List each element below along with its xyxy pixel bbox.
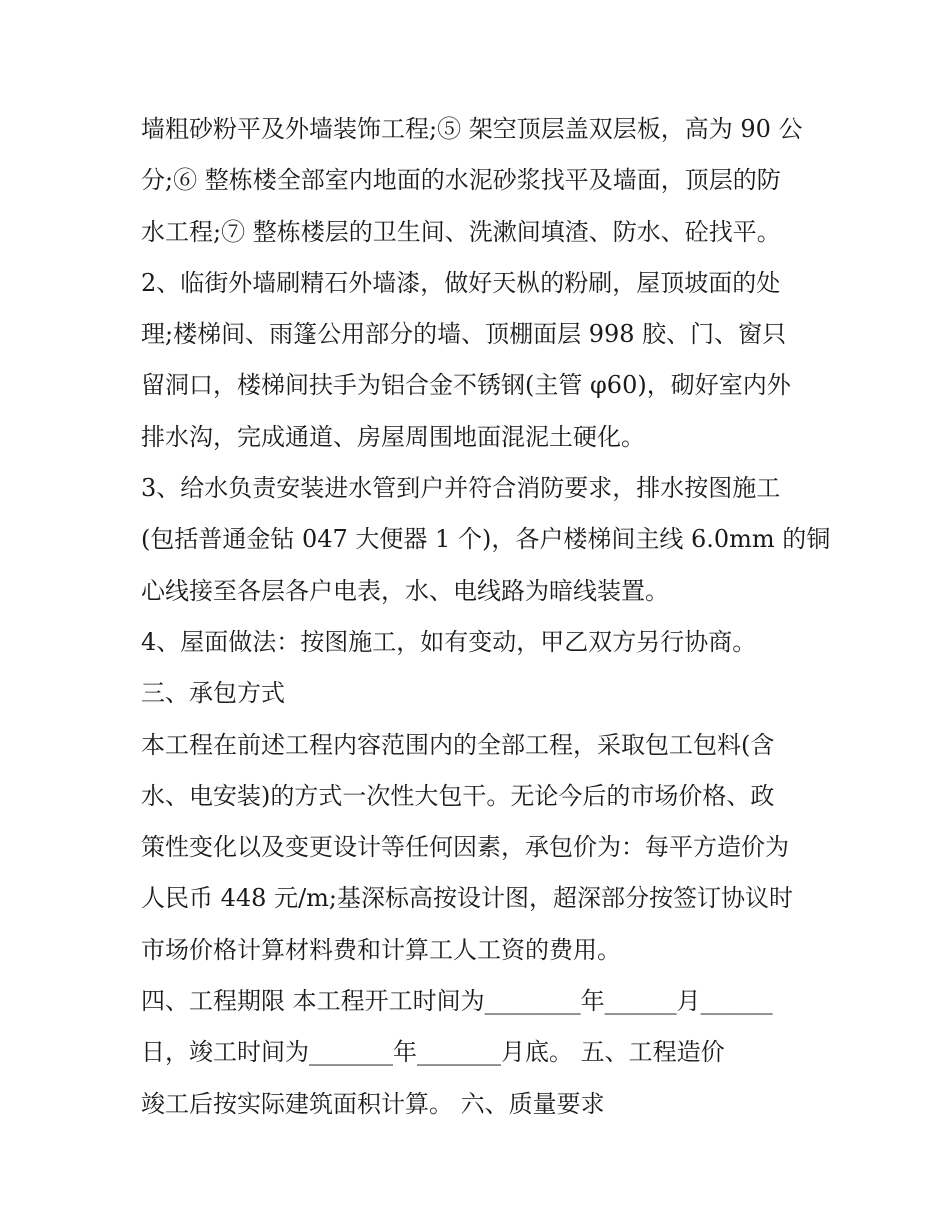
text-line: 日，竣工时间为_______年_______月底。 五、工程造价 bbox=[141, 1038, 725, 1067]
text-line: 留洞口，楼梯间扶手为铝合金不锈钢(主管 φ60)，砌好室内外 bbox=[141, 371, 791, 400]
text-line: 4、屋面做法：按图施工，如有变动，甲乙双方另行协商。 bbox=[141, 627, 757, 656]
text-line: 心线接至各层各户电表，水、电线路为暗线装置。 bbox=[141, 576, 669, 605]
text-line: 3、给水负责安装进水管到户并符合消防要求，排水按图施工 bbox=[141, 474, 781, 503]
document-body bbox=[141, 104, 831, 1130]
text-line: 市场价格计算材料费和计算工人工资的费用。 bbox=[141, 935, 621, 964]
text-line: 墙粗砂粉平及外墙装饰工程;⑤ 架空顶层盖双层板，高为 90 公 bbox=[141, 115, 803, 143]
text-line: 四、工程期限 本工程开工时间为________年______月______ bbox=[141, 987, 773, 1016]
text-line: 理;楼梯间、雨篷公用部分的墙、顶棚面层 998 胶、门、窗只 bbox=[141, 320, 787, 349]
text-line: 人民币 448 元/m;基深标高按设计图，超深部分按签订协议时 bbox=[141, 884, 793, 913]
text-line: 竣工后按实际建筑面积计算。 六、质量要求 bbox=[141, 1089, 605, 1118]
text-line: 策性变化以及变更设计等任何因素，承包价为：每平方造价为 bbox=[141, 833, 789, 862]
text-line: 水工程;⑦ 整栋楼层的卫生间、洗漱间填渣、防水、砼找平。 bbox=[141, 217, 781, 246]
text-line: 分;⑥ 整栋楼全部室内地面的水泥砂浆找平及墙面，顶层的防 bbox=[141, 166, 781, 195]
section-heading: 三、承包方式 bbox=[141, 679, 285, 708]
text-line: 2、临街外墙刷精石外墙漆，做好天枞的粉刷，屋顶坡面的处 bbox=[141, 268, 781, 297]
text-line: 本工程在前述工程内容范围内的全部工程，采取包工包料(含 bbox=[141, 730, 775, 759]
text-line: 水、电安装)的方式一次性大包干。无论今后的市场价格、政 bbox=[141, 781, 775, 810]
text-line: (包括普通金钻 047 大便器 1 个)，各户楼梯间主线 6.0mm 的铜 bbox=[141, 525, 831, 554]
text-line: 排水沟，完成通道、房屋周围地面混泥土硬化。 bbox=[141, 422, 645, 451]
